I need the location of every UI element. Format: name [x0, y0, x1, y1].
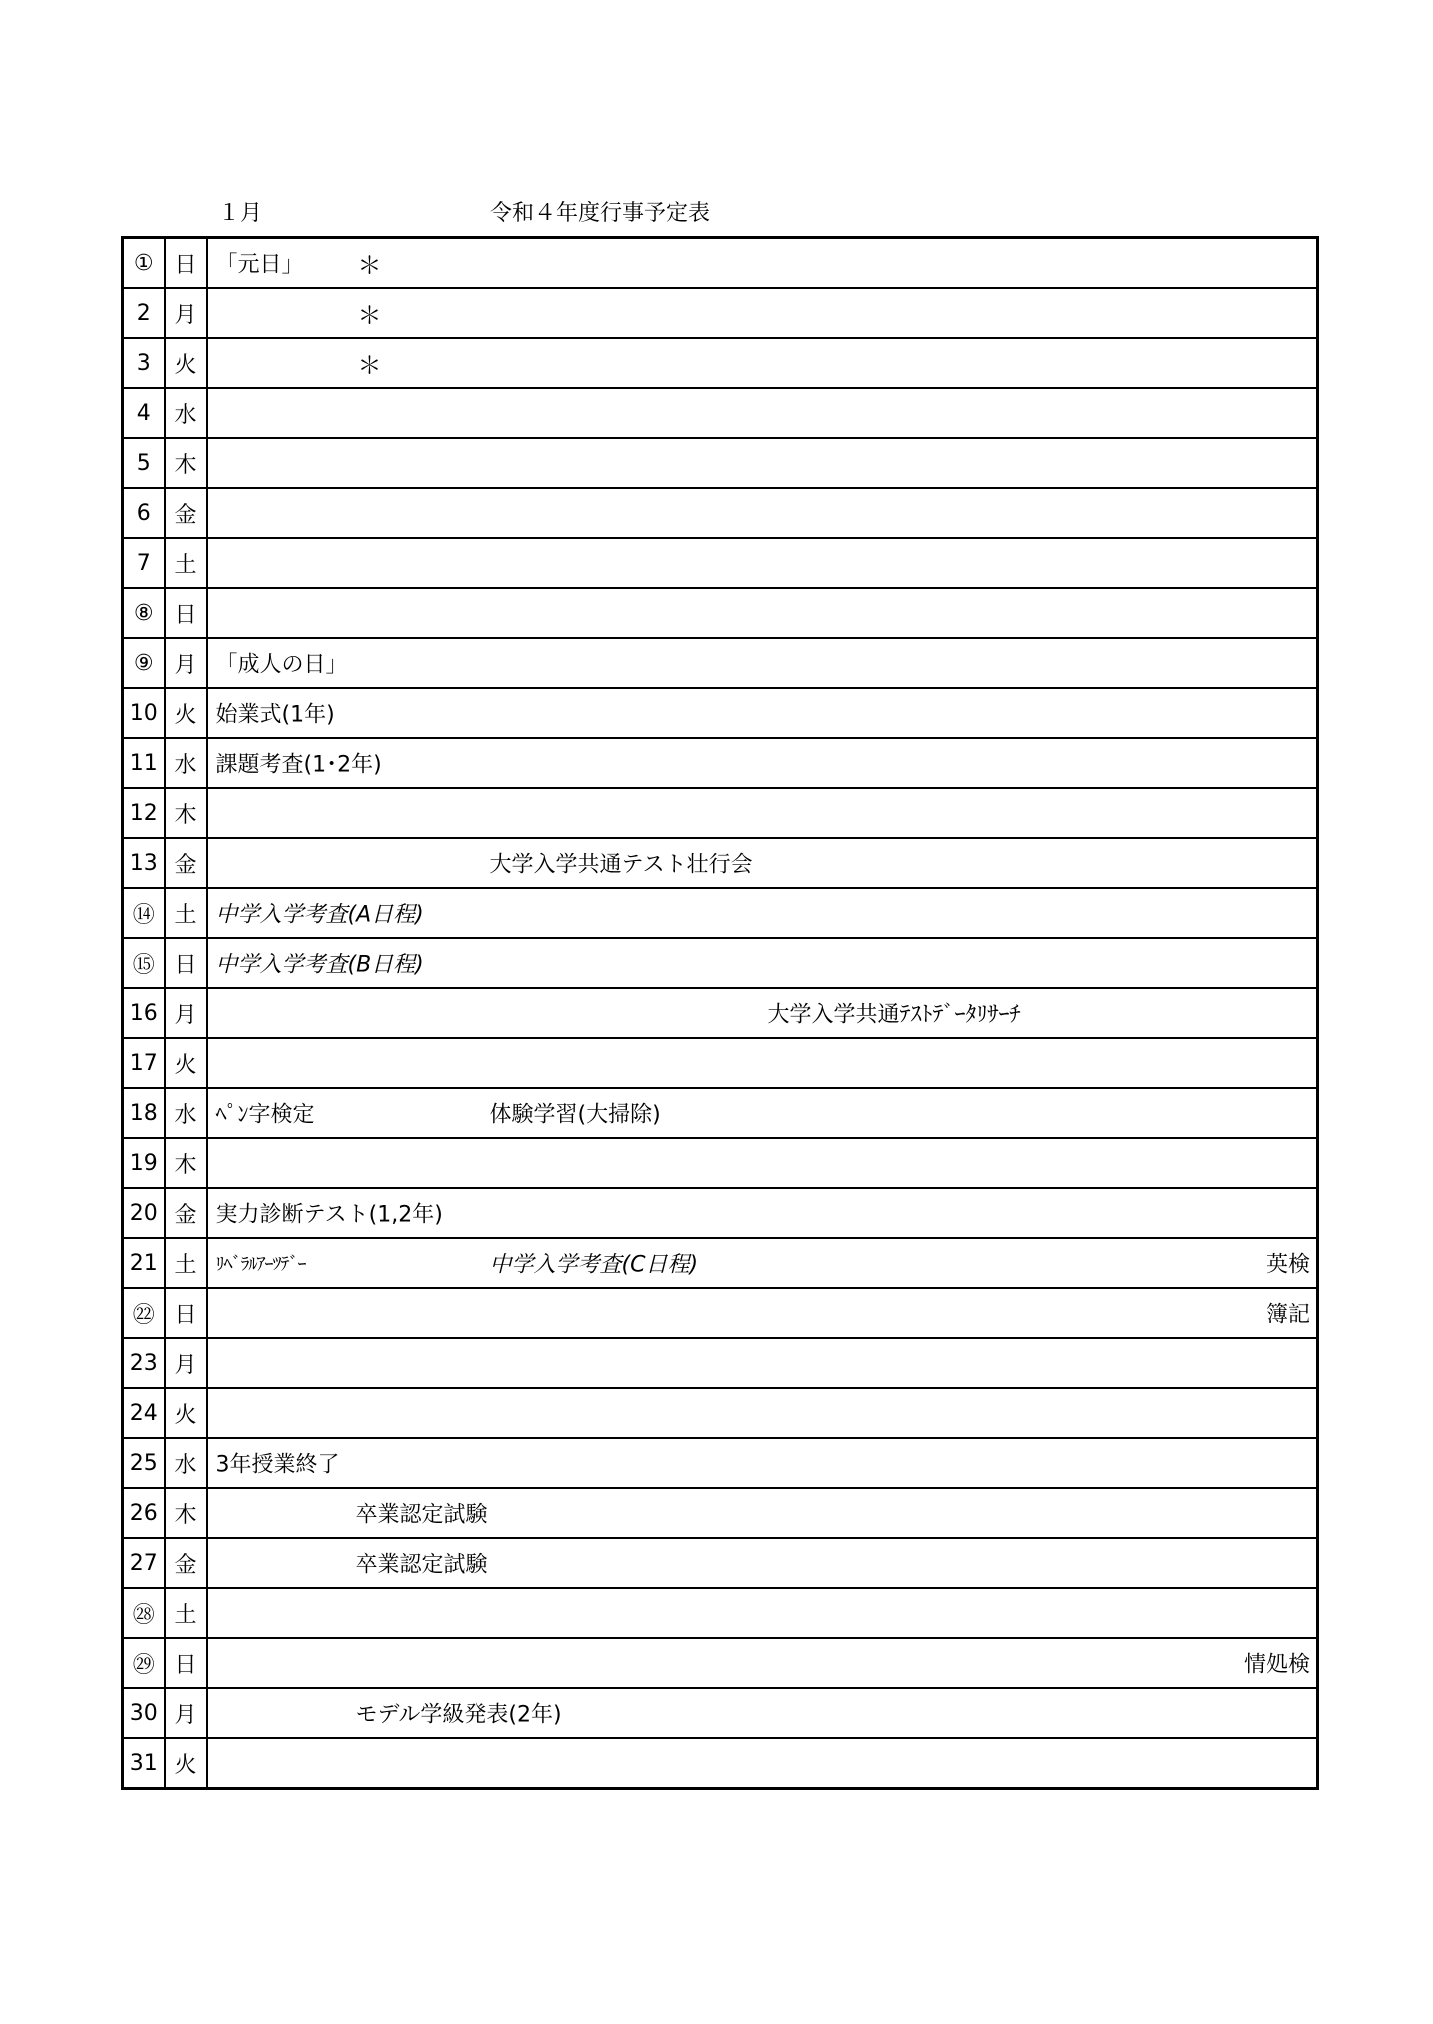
day-number: 13 — [123, 838, 165, 888]
event-text: 中学入学考査(A日程) — [215, 902, 424, 928]
table-row — [123, 1338, 1318, 1388]
event-text: 簿記 — [1265, 1302, 1310, 1328]
month-label: １月 — [218, 201, 263, 226]
events-cell — [207, 938, 1318, 988]
day-number: ㉘ — [123, 1588, 165, 1638]
weekday: 金 — [165, 1188, 207, 1238]
event-text: 卒業認定試験 — [355, 1502, 488, 1528]
event-text: 「成人の日」 — [215, 652, 348, 678]
table-row — [123, 1588, 1318, 1638]
events-cell — [207, 1588, 1318, 1638]
asterisk-mark: ＊ — [357, 351, 382, 380]
page-title: 令和４年度行事予定表 — [490, 201, 711, 226]
schedule-body — [123, 238, 1318, 1789]
events-cell — [207, 788, 1318, 838]
day-number: 16 — [123, 988, 165, 1038]
day-number: 4 — [123, 388, 165, 438]
table-row — [123, 588, 1318, 638]
weekday: 水 — [165, 1088, 207, 1138]
events-cell — [207, 638, 1318, 688]
day-number: 21 — [123, 1238, 165, 1288]
events-cell — [207, 338, 1318, 388]
weekday: 水 — [165, 388, 207, 438]
weekday: 土 — [165, 538, 207, 588]
events-cell — [207, 1488, 1318, 1538]
day-number: 30 — [123, 1688, 165, 1738]
events-cell — [207, 1238, 1318, 1288]
day-number: 6 — [123, 488, 165, 538]
event-text: 大学入学共通テスト壮行会 — [489, 852, 753, 878]
events-cell — [207, 1738, 1318, 1789]
table-row — [123, 1388, 1318, 1438]
event-text: 体験学習(大掃除) — [489, 1102, 661, 1128]
table-row — [123, 1238, 1318, 1288]
events-cell — [207, 438, 1318, 488]
event-text: 卒業認定試験 — [355, 1552, 488, 1578]
events-cell — [207, 988, 1318, 1038]
weekday: 木 — [165, 788, 207, 838]
day-number: 2 — [123, 288, 165, 338]
event-text: 始業式(1年) — [215, 702, 335, 728]
day-number: 24 — [123, 1388, 165, 1438]
day-number: 26 — [123, 1488, 165, 1538]
day-number: 31 — [123, 1738, 165, 1789]
events-cell — [207, 538, 1318, 588]
day-number: 19 — [123, 1138, 165, 1188]
table-row — [123, 1138, 1318, 1188]
weekday: 木 — [165, 438, 207, 488]
table-row — [123, 1188, 1318, 1238]
weekday: 火 — [165, 688, 207, 738]
table-row — [123, 938, 1318, 988]
day-number: 17 — [123, 1038, 165, 1088]
table-row — [123, 638, 1318, 688]
event-text: 3年授業終了 — [215, 1452, 340, 1478]
weekday: 月 — [165, 1338, 207, 1388]
day-number: ⑧ — [123, 588, 165, 638]
events-cell — [207, 1088, 1318, 1138]
day-number: 20 — [123, 1188, 165, 1238]
events-cell — [207, 1138, 1318, 1188]
events-cell — [207, 1638, 1318, 1688]
day-number: 3 — [123, 338, 165, 388]
table-row — [123, 388, 1318, 438]
day-number: 5 — [123, 438, 165, 488]
weekday: 水 — [165, 738, 207, 788]
weekday: 火 — [165, 1388, 207, 1438]
table-row — [123, 1538, 1318, 1588]
event-text: 「元日」 — [215, 252, 304, 278]
table-row — [123, 1638, 1318, 1688]
event-text: 情処検 — [1243, 1652, 1310, 1678]
day-number: 25 — [123, 1438, 165, 1488]
asterisk-mark: ＊ — [357, 251, 382, 280]
day-number: 27 — [123, 1538, 165, 1588]
weekday: 土 — [165, 1588, 207, 1638]
day-number: 23 — [123, 1338, 165, 1388]
events-cell — [207, 1538, 1318, 1588]
events-cell — [207, 1438, 1318, 1488]
table-row — [123, 788, 1318, 838]
weekday: 金 — [165, 1538, 207, 1588]
weekday: 日 — [165, 1288, 207, 1338]
events-cell — [207, 838, 1318, 888]
table-row — [123, 538, 1318, 588]
weekday: 日 — [165, 1638, 207, 1688]
weekday: 日 — [165, 588, 207, 638]
events-cell — [207, 1038, 1318, 1088]
weekday: 火 — [165, 338, 207, 388]
weekday: 金 — [165, 838, 207, 888]
events-cell — [207, 888, 1318, 938]
table-row — [123, 1088, 1318, 1138]
events-cell — [207, 1188, 1318, 1238]
events-cell — [207, 488, 1318, 538]
event-text: ﾍﾟﾝ字検定 — [215, 1102, 315, 1128]
schedule-table — [121, 236, 1319, 1790]
event-text: ﾘﾍﾞﾗﾙｱｰﾂﾃﾞｰ — [215, 1254, 306, 1275]
day-number: 18 — [123, 1088, 165, 1138]
table-row — [123, 688, 1318, 738]
events-cell — [207, 1338, 1318, 1388]
event-text: 実力診断テスト(1,2年) — [215, 1202, 443, 1228]
day-number: 7 — [123, 538, 165, 588]
table-row — [123, 1288, 1318, 1338]
table-row — [123, 988, 1318, 1038]
day-number: 10 — [123, 688, 165, 738]
events-cell — [207, 388, 1318, 438]
table-row — [123, 888, 1318, 938]
day-number: ⑮ — [123, 938, 165, 988]
weekday: 月 — [165, 988, 207, 1038]
event-text: 英検 — [1265, 1252, 1310, 1278]
event-text: 中学入学考査(B日程) — [215, 952, 424, 978]
table-row — [123, 488, 1318, 538]
event-text: 大学入学共通ﾃｽﾄﾃﾞｰﾀﾘｻｰﾁ — [767, 1002, 1021, 1028]
events-cell — [207, 1688, 1318, 1738]
weekday: 日 — [165, 238, 207, 289]
weekday: 土 — [165, 888, 207, 938]
events-cell — [207, 738, 1318, 788]
events-cell — [207, 588, 1318, 638]
table-row — [123, 1688, 1318, 1738]
weekday: 火 — [165, 1038, 207, 1088]
table-row — [123, 338, 1318, 388]
page-header — [0, 190, 1433, 230]
weekday: 月 — [165, 288, 207, 338]
day-number: 11 — [123, 738, 165, 788]
day-number: ㉒ — [123, 1288, 165, 1338]
day-number: ⑨ — [123, 638, 165, 688]
table-row — [123, 438, 1318, 488]
asterisk-mark: ＊ — [357, 301, 382, 330]
weekday: 木 — [165, 1138, 207, 1188]
weekday: 火 — [165, 1738, 207, 1789]
events-cell — [207, 238, 1318, 289]
day-number: 12 — [123, 788, 165, 838]
table-row — [123, 738, 1318, 788]
event-text: モデル学級発表(2年) — [355, 1702, 562, 1728]
events-cell — [207, 1388, 1318, 1438]
events-cell — [207, 288, 1318, 338]
weekday: 土 — [165, 1238, 207, 1288]
table-row — [123, 1038, 1318, 1088]
weekday: 月 — [165, 1688, 207, 1738]
event-text: 課題考査(1･2年) — [215, 752, 382, 778]
table-row — [123, 838, 1318, 888]
day-number: ㉙ — [123, 1638, 165, 1688]
table-row — [123, 238, 1318, 289]
events-cell — [207, 1288, 1318, 1338]
table-row — [123, 1438, 1318, 1488]
day-number: ① — [123, 238, 165, 289]
event-text: 中学入学考査(C日程) — [489, 1252, 699, 1278]
table-row — [123, 288, 1318, 338]
day-number: ⑭ — [123, 888, 165, 938]
weekday: 水 — [165, 1438, 207, 1488]
table-row — [123, 1488, 1318, 1538]
weekday: 月 — [165, 638, 207, 688]
events-cell — [207, 688, 1318, 738]
weekday: 日 — [165, 938, 207, 988]
weekday: 金 — [165, 488, 207, 538]
table-row — [123, 1738, 1318, 1789]
weekday: 木 — [165, 1488, 207, 1538]
